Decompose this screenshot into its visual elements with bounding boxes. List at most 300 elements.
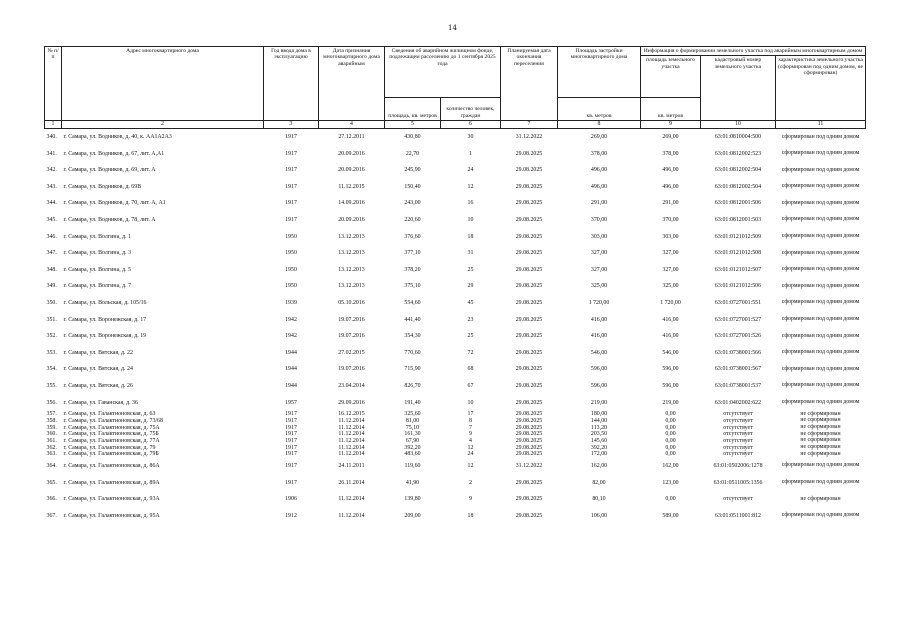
row-relocation-date: 29.08.2025 [515, 333, 543, 340]
row-people: 16 [467, 200, 474, 207]
row-number: 362. [46, 444, 57, 451]
row-building-area: 596,00 [590, 383, 608, 389]
row-emergency-date: 11.12.2014 [338, 451, 365, 458]
row-cadastral: 63:01:0511005:1356 [713, 479, 763, 486]
row-number: 346. [46, 233, 57, 240]
row-year: 1942 [285, 333, 297, 340]
row-number: 359. [46, 424, 57, 431]
row-land-char: сформирован под одним домом [781, 166, 860, 173]
row-cadastral: 63:01:0502006:1278 [713, 463, 763, 469]
row-number: 364. [46, 463, 57, 469]
row-number: 342. [46, 167, 57, 174]
row-year: 1942 [285, 316, 297, 323]
row-number: 367. [46, 512, 57, 519]
row-year: 1917 [285, 150, 297, 157]
row-land-char: сформирован под одним домом [781, 332, 860, 339]
table-row [45, 195, 866, 212]
row-area: 770,60 [404, 349, 421, 356]
row-building-area: 219,00 [590, 399, 608, 406]
row-land-area: 596,00 [662, 366, 679, 373]
table-body [45, 129, 866, 525]
row-cadastral: отсутствует [723, 411, 753, 418]
row-area: 375,10 [404, 283, 421, 290]
row-land-area: 0,00 [665, 444, 676, 451]
row-address: г. Самара, ул. Вятская, д. 24 [63, 366, 133, 373]
row-land-area: 370,00 [662, 217, 679, 224]
table-row [45, 146, 866, 163]
row-relocation-date: 29.08.2025 [515, 424, 543, 431]
row-land-char: сформирован под одним домом [781, 266, 860, 273]
row-emergency-date: 16.12.2015 [338, 411, 365, 418]
row-address: г. Самара, ул. Воронежская, д. 17 [63, 316, 147, 323]
row-address: г. Самара, ул. Галактионовская, д. 75А [63, 424, 160, 431]
table-row [45, 245, 866, 262]
header-building-unit: кв. метров [558, 98, 641, 121]
row-number: 356. [46, 399, 57, 406]
row-emergency-date: 11.12.2014 [338, 424, 365, 431]
row-area: 150,40 [404, 183, 421, 190]
table-row [45, 345, 866, 362]
row-address: г. Самара, ул. Волгина, д. 5 [63, 266, 132, 273]
row-land-area: 269,00 [662, 134, 679, 141]
row-land-area: 496,00 [662, 183, 679, 190]
row-relocation-date: 29.08.2025 [515, 233, 543, 240]
row-number: 355. [46, 383, 57, 389]
row-year: 1917 [285, 217, 297, 224]
row-emergency-date: 19.07.2016 [338, 333, 365, 340]
row-cadastral: 63:01:0727001:526 [714, 333, 762, 340]
row-cadastral: 63:01:0121012:509 [714, 233, 762, 240]
row-area: 430,80 [404, 134, 421, 141]
row-number: 357. [46, 411, 57, 418]
header-land-char: характеристика земельного участка (сформирован под одним домом, не сформирован) [776, 56, 866, 121]
row-emergency-date: 11.12.2015 [338, 183, 365, 190]
row-building-area: 269,00 [590, 134, 608, 141]
row-people: 23 [467, 316, 474, 323]
row-land-char: сформирован под одним домом [781, 183, 860, 190]
row-cadastral: 63:01:0812002:504 [714, 167, 762, 174]
row-relocation-date: 29.08.2025 [515, 283, 543, 290]
column-number: 6 [441, 121, 501, 129]
row-building-area: 1 720,00 [588, 300, 610, 307]
row-address: г. Самара, ул. Воронежская, д. 19 [63, 333, 147, 340]
row-year: 1917 [285, 134, 297, 141]
row-year: 1944 [285, 349, 297, 356]
row-cadastral: 63:01:0810004:500 [714, 134, 762, 141]
row-year: 1917 [285, 183, 297, 190]
row-relocation-date: 29.08.2025 [515, 451, 543, 458]
row-cadastral: 63:01:0812002:504 [714, 183, 762, 190]
row-land-char: не сформирован [800, 437, 841, 444]
column-number: 9 [641, 121, 701, 129]
header-emergency-date: Дата признания многоквартирного дома аварийным [319, 47, 385, 121]
row-cadastral: 63:01:0738001:567 [714, 366, 762, 373]
table-row [45, 262, 866, 279]
row-cadastral: отсутствует [723, 451, 753, 458]
row-address: г. Самара, ул. Галактионовская, д. 95А [63, 512, 160, 519]
table-row [45, 295, 866, 312]
row-people: 24 [467, 167, 474, 174]
header-land-unit: кв. метров [641, 98, 701, 121]
row-year: 1944 [285, 383, 297, 389]
row-year: 1950 [285, 283, 297, 290]
row-relocation-date: 29.08.2025 [515, 150, 543, 157]
row-land-char: сформирован под одним домом [781, 199, 860, 206]
row-cadastral: 63:01:0738001:537 [714, 383, 762, 389]
row-address: г. Самара, ул. Галактионовская, д. 89А [63, 479, 160, 486]
row-cadastral: 63:01:0121012:507 [714, 266, 762, 273]
row-land-area: 416,00 [662, 316, 679, 323]
row-area: 191,40 [404, 399, 421, 406]
table-row [45, 451, 866, 458]
row-number: 366. [46, 496, 57, 503]
row-land-char: сформирован под одним домом [781, 462, 860, 469]
row-year: 1950 [285, 250, 297, 257]
table-row [45, 475, 866, 492]
row-year: 1944 [285, 366, 297, 373]
row-building-area: 378,00 [590, 150, 608, 157]
row-cadastral: 63:01:0812002:523 [714, 150, 762, 157]
table-row [45, 431, 866, 438]
table-row [45, 229, 866, 246]
row-building-area: 327,00 [590, 266, 608, 273]
row-people: 7 [469, 424, 472, 431]
row-land-char: не сформирован [800, 424, 841, 431]
row-land-char: сформирован под одним домом [781, 316, 860, 323]
row-number: 348. [46, 266, 57, 273]
table-row [45, 395, 866, 412]
row-address: г. Самара, ул. Вятская, д. 22 [63, 349, 133, 356]
row-people: 68 [467, 366, 474, 373]
row-people: 45 [467, 300, 474, 307]
row-cadastral: 63:01:0121012:508 [714, 250, 762, 257]
row-number: 341. [46, 150, 57, 157]
row-relocation-date: 29.08.2025 [515, 167, 543, 174]
row-land-area: 589,00 [662, 512, 679, 519]
header-year: Год ввода дома в эксплуатацию [264, 47, 319, 121]
row-area: 209,00 [404, 512, 421, 519]
row-land-char: не сформирован [800, 431, 841, 437]
row-address: г. Самара, ул. Волгина, д. 1 [63, 233, 132, 240]
header-address: Адрес многоквартирного дома [62, 47, 264, 121]
row-relocation-date: 29.08.2025 [515, 417, 543, 424]
row-people: 1 [469, 150, 472, 157]
row-emergency-date: 23.04.2014 [338, 383, 365, 389]
row-relocation-date: 29.08.2025 [515, 300, 543, 307]
row-building-area: 180,00 [590, 411, 608, 418]
row-land-area: 327,00 [662, 250, 679, 257]
row-people: 8 [469, 417, 472, 424]
table-row [45, 129, 866, 146]
row-area: 81,00 [405, 417, 420, 424]
row-building-area: 496,00 [590, 183, 608, 190]
row-year: 1950 [285, 266, 297, 273]
row-cadastral: 63:01:0511001:812 [715, 512, 761, 519]
row-land-char: не сформирован [800, 444, 841, 451]
row-number: 349. [46, 283, 57, 290]
row-year: 1917 [285, 479, 297, 486]
row-number: 351. [46, 316, 57, 323]
row-land-char: сформирован под одним домом [781, 365, 860, 372]
row-area: 715,90 [404, 366, 421, 373]
row-cadastral: 63:01:0727001:527 [714, 316, 762, 323]
column-number: 5 [385, 121, 441, 129]
row-building-area: 291,00 [590, 200, 608, 207]
row-address: г. Самара, ул. Водников, д. 67, лит. А,А1 [63, 150, 165, 157]
row-people: 10 [467, 399, 474, 406]
row-relocation-date: 29.08.2025 [515, 366, 543, 373]
row-relocation-date: 29.08.2025 [515, 200, 543, 207]
row-number: 340. [46, 134, 57, 141]
emergency-housing-table [44, 46, 866, 524]
row-land-char: сформирован под одним домом [781, 150, 860, 157]
header-emergency-fund: Сведения об аварийном жилищном фонде, подлежащем расселению до 1 сентября 2025 года [385, 47, 501, 98]
row-emergency-date: 13.12.2013 [338, 233, 365, 240]
row-number: 361. [46, 437, 57, 444]
row-relocation-date: 29.08.2025 [515, 437, 543, 444]
row-number: 344. [46, 200, 57, 207]
row-address: г. Самара, ул. Галактионовская, д. 73/68 [63, 417, 163, 424]
row-area: 392,20 [404, 444, 421, 451]
row-area: 483,60 [404, 451, 421, 458]
row-address: г. Самара, ул. Вольская, д. 105/16 [63, 300, 147, 307]
row-building-area: 113,20 [591, 424, 607, 431]
column-number: 3 [264, 121, 319, 129]
row-address: г. Самара, ул. Галактионовская, д. 86А [63, 463, 160, 469]
row-address: г. Самара, ул. Водников, д. 69, лит. А [63, 167, 156, 174]
row-land-area: 327,00 [662, 266, 679, 273]
header-land-area: площадь земельного участка [641, 56, 701, 98]
row-number: 365. [46, 479, 57, 486]
row-land-area: 303,00 [662, 233, 679, 240]
row-number: 345. [46, 217, 57, 224]
row-people: 2 [469, 479, 472, 486]
row-emergency-date: 24.11.2011 [338, 463, 365, 469]
row-year: 1917 [285, 431, 297, 438]
row-building-area: 496,00 [590, 167, 608, 174]
row-year: 1912 [285, 512, 297, 519]
row-year: 1917 [285, 167, 297, 174]
row-emergency-date: 26.11.2014 [338, 479, 365, 486]
row-people: 24 [467, 451, 474, 458]
row-building-area: 546,00 [590, 349, 608, 356]
row-land-area: 0,00 [665, 451, 676, 458]
row-emergency-date: 19.07.2016 [338, 316, 365, 323]
column-number: 8 [558, 121, 641, 129]
row-land-area: 546,00 [662, 349, 679, 356]
row-cadastral: отсутствует [723, 417, 753, 424]
row-land-area: 0,00 [665, 411, 676, 418]
row-building-area: 172,00 [590, 451, 608, 458]
row-address: г. Самара, ул. Галактионовская, д. 93А [63, 496, 160, 503]
row-area: 119,60 [404, 463, 421, 469]
row-area: 441,40 [404, 316, 421, 323]
row-number: 353. [46, 349, 57, 356]
row-cadastral: отсутствует [723, 437, 753, 444]
row-relocation-date: 29.08.2025 [515, 444, 543, 451]
row-emergency-date: 19.07.2016 [338, 366, 365, 373]
row-people: 18 [467, 233, 474, 240]
row-building-area: 596,00 [590, 366, 608, 373]
row-building-area: 106,00 [590, 512, 608, 519]
row-people: 18 [467, 512, 474, 519]
row-relocation-date: 29.08.2025 [515, 479, 543, 486]
row-year: 1950 [285, 233, 297, 240]
row-area: 22,70 [405, 150, 420, 157]
row-emergency-date: 27.12.2011 [338, 134, 365, 141]
header-area: площадь, кв. метров [385, 98, 441, 121]
row-year: 1906 [285, 496, 297, 503]
row-number: 352. [46, 333, 57, 340]
row-area: 826,70 [404, 383, 421, 389]
header-cadastral: кадастровый номер земельного участка [701, 56, 776, 121]
row-address: г. Самара, ул. Галактионовская, д. 79Б [63, 451, 159, 458]
row-building-area: 416,00 [590, 333, 608, 340]
row-area: 376,60 [404, 233, 421, 240]
row-people: 25 [467, 266, 474, 273]
row-emergency-date: 11.12.2014 [338, 496, 365, 503]
row-land-char: не сформирован [800, 495, 841, 502]
table-row [45, 312, 866, 329]
row-people: 12 [467, 183, 474, 190]
row-people: 29 [467, 283, 474, 290]
column-number: 4 [319, 121, 385, 129]
row-relocation-date: 31.12.2022 [515, 463, 543, 469]
row-number: 350. [46, 300, 57, 307]
row-area: 325,60 [404, 411, 421, 418]
row-cadastral: 63:01:0402002:622 [714, 399, 762, 406]
row-year: 1939 [285, 300, 297, 307]
row-relocation-date: 29.08.2025 [515, 349, 543, 356]
row-cadastral: 63:01:0121012:506 [714, 283, 762, 290]
row-relocation-date: 29.08.2025 [515, 411, 543, 418]
row-building-area: 303,00 [590, 233, 608, 240]
row-emergency-date: 11.12.2014 [338, 431, 365, 438]
row-emergency-date: 13.12.2013 [338, 266, 365, 273]
row-cadastral: 63:01:0738001:566 [714, 349, 762, 356]
row-land-char: сформирован под одним домом [781, 282, 860, 289]
row-people: 72 [467, 349, 474, 356]
row-address: г. Самара, ул. Галактионовская, д. 77А [63, 437, 160, 444]
row-relocation-date: 29.08.2025 [515, 250, 543, 257]
row-emergency-date: 05.10.2016 [338, 300, 365, 307]
row-emergency-date: 27.02.2015 [338, 349, 365, 356]
row-building-area: 370,00 [590, 217, 608, 224]
row-address: г. Самара, ул. Водников, д. 70, лит. А, А1 [63, 200, 166, 207]
table-row [45, 508, 866, 525]
table-row [45, 445, 866, 452]
row-number: 343. [46, 183, 57, 190]
row-people: 17 [467, 411, 474, 418]
row-land-area: 291,00 [662, 200, 679, 207]
row-relocation-date: 29.08.2025 [515, 217, 543, 224]
header-number: № п/п [45, 47, 62, 121]
column-number-row [45, 121, 866, 129]
row-land-char: сформирован под одним домом [781, 382, 860, 389]
table-row [45, 212, 866, 229]
row-land-area: 496,00 [662, 167, 679, 174]
row-land-char: сформирован под одним домом [781, 299, 860, 306]
row-people: 31 [467, 250, 474, 257]
row-number: 347. [46, 250, 57, 257]
row-area: 354,30 [404, 333, 421, 340]
row-relocation-date: 29.08.2025 [515, 496, 543, 503]
row-emergency-date: 13.12.2013 [338, 250, 365, 257]
row-year: 1917 [285, 200, 297, 207]
row-land-char: сформирован под одним домом [781, 399, 860, 405]
row-address: г. Самара, ул. Гаванская, д. 36 [63, 399, 138, 406]
row-land-area: 596,00 [662, 383, 679, 389]
row-address: г. Самара, ул. Волгина, д. 3 [63, 250, 132, 257]
row-cadastral: отсутствует [723, 431, 753, 438]
row-emergency-date: 20.09.2016 [338, 150, 365, 157]
row-people: 9 [469, 496, 472, 503]
row-building-area: 327,00 [590, 250, 608, 257]
header-land-info: Информация о формировании земельного участка под аварийным многоквартирным домом [641, 47, 866, 56]
row-year: 1917 [285, 424, 297, 431]
row-year: 1917 [285, 411, 297, 418]
row-area: 377,10 [404, 250, 421, 257]
row-number: 354. [46, 366, 57, 373]
table-row [45, 328, 866, 345]
row-area: 161,30 [404, 431, 421, 438]
row-land-char: сформирован под одним домом [781, 133, 860, 140]
row-number: 358. [46, 417, 57, 424]
row-relocation-date: 29.08.2025 [515, 266, 543, 273]
row-building-area: 162,00 [590, 463, 608, 469]
row-emergency-date: 11.12.2014 [338, 512, 365, 519]
table-header [45, 47, 866, 129]
row-land-area: 0,00 [665, 424, 676, 431]
row-area: 554,60 [404, 300, 421, 307]
column-number: 10 [701, 121, 776, 129]
row-land-char: сформирован под одним домом [781, 249, 860, 256]
row-cadastral: 63:01:0812001:506 [714, 200, 762, 207]
column-number: 11 [776, 121, 866, 129]
row-address: г. Самара, ул. Галактионовская, д. 75Б [63, 431, 159, 438]
row-people: 25 [467, 333, 474, 340]
row-number: 360. [46, 431, 57, 438]
row-relocation-date: 29.08.2025 [515, 316, 543, 323]
row-relocation-date: 29.08.2025 [515, 399, 543, 406]
row-people: 9 [469, 431, 472, 438]
row-address: г. Самара, ул. Волгина, д. 7 [63, 283, 132, 290]
row-land-area: 0,00 [665, 496, 676, 503]
row-address: г. Самара, ул. Водников, д. 69В [63, 183, 142, 190]
row-year: 1917 [285, 444, 297, 451]
row-emergency-date: 11.12.2014 [338, 437, 365, 444]
row-cadastral: отсутствует [723, 496, 753, 503]
row-land-area: 162,00 [662, 463, 679, 469]
row-land-char: не сформирован [800, 417, 841, 424]
page-number: 14 [448, 24, 457, 32]
table-row [45, 458, 866, 475]
row-address: г. Самара, ул. Водников, д. 40, к. АА1А2А3 [63, 134, 172, 141]
row-building-area: 82,00 [592, 479, 606, 486]
row-number: 363. [46, 451, 57, 458]
row-emergency-date: 14.09.2016 [338, 200, 365, 207]
table-row [45, 361, 866, 378]
table-row [45, 438, 866, 445]
table-row [45, 411, 866, 418]
row-cadastral: 63:01:0727001:551 [714, 300, 762, 307]
row-land-area: 378,00 [662, 150, 679, 157]
table-row [45, 424, 866, 431]
row-land-char: не сформирован [800, 451, 841, 457]
row-land-char: не сформирован [800, 411, 841, 417]
table-row [45, 418, 866, 425]
row-emergency-date: 13.12.2013 [338, 283, 365, 290]
